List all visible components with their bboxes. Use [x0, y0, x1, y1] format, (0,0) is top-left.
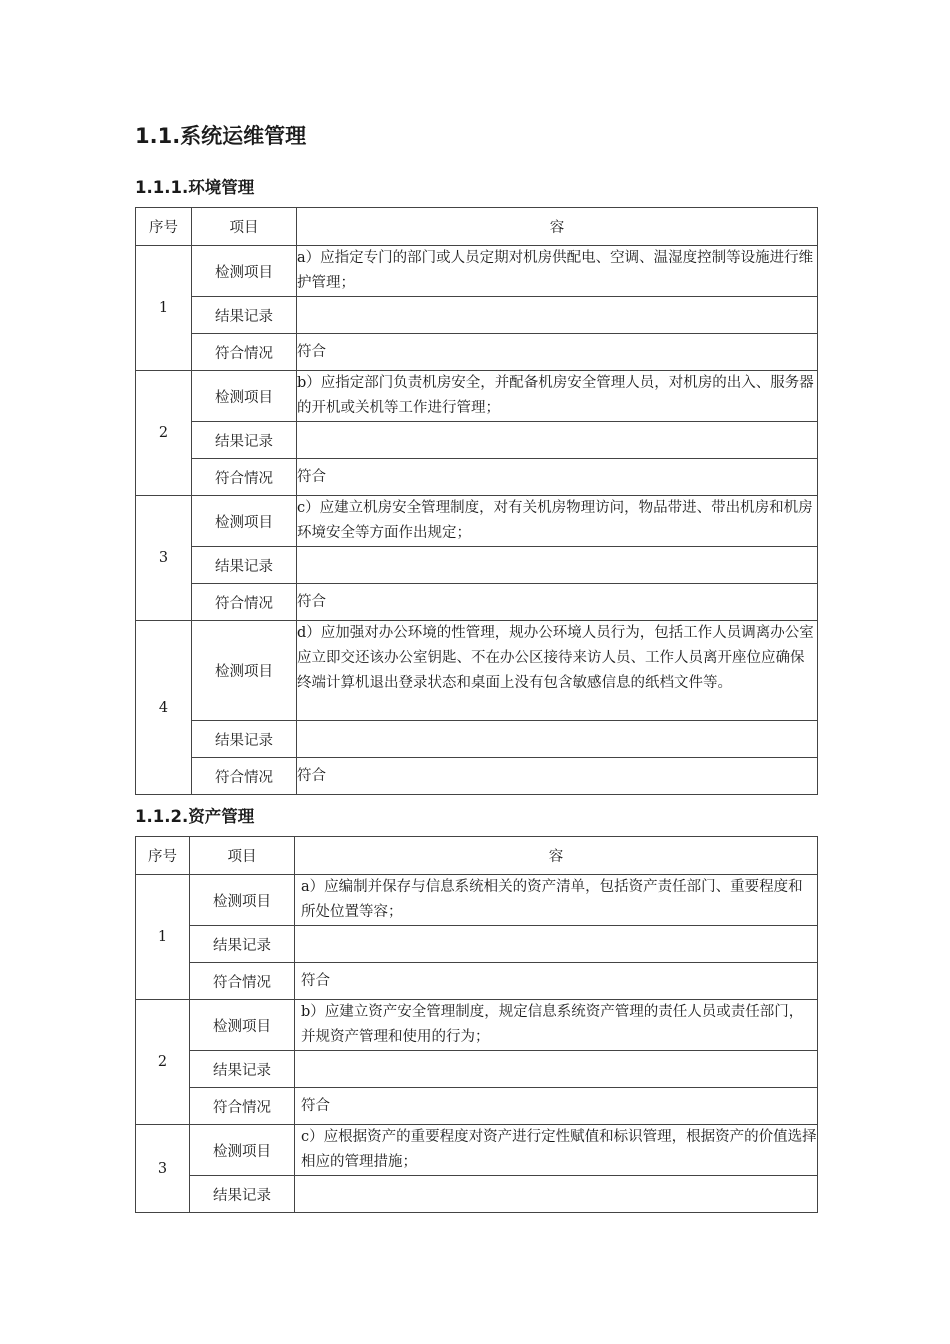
table-row — [136, 459, 818, 496]
check-text: a）应指定专门的部门或人员定期对机房供配电、空调、温湿度控制等设施进行维护管理； — [297, 246, 818, 297]
table-row — [136, 1000, 818, 1051]
result-label: 结果记录 — [192, 297, 297, 334]
table-row — [136, 758, 818, 795]
header-num: 序号 — [136, 208, 192, 246]
check-text: d）应加强对办公环境的性管理，规办公环境人员行为，包括工作人员调离办公室应立即交还该办公室钥匙、不在办公区接待来访人员、工作人员离开座位应确保终端计算机退出登录状态和桌面上没有包含敏感信息的纸档文件等。 — [297, 621, 818, 721]
table-row — [136, 422, 818, 459]
conform-label: 符合情况 — [192, 758, 297, 795]
result-label: 结果记录 — [192, 422, 297, 459]
table-row — [136, 334, 818, 371]
header-item: 项目 — [192, 208, 297, 246]
result-text — [295, 926, 818, 963]
table-row — [136, 621, 818, 721]
check-text: c）应建立机房安全管理制度，对有关机房物理访问，物品带进、带出机房和机房环境安全等方面作出规定； — [297, 496, 818, 547]
header-content: 容 — [295, 837, 818, 875]
conform-label: 符合情况 — [190, 1088, 295, 1125]
result-label: 结果记录 — [190, 1051, 295, 1088]
header-item: 项目 — [190, 837, 295, 875]
result-text — [295, 1176, 818, 1213]
table-row — [136, 246, 818, 297]
result-label: 结果记录 — [192, 547, 297, 584]
table-row — [136, 584, 818, 621]
conform-text: 符合 — [295, 963, 818, 1000]
check-label: 检测项目 — [190, 1125, 295, 1176]
row-number: 3 — [136, 1125, 190, 1213]
conform-text: 符合 — [297, 584, 818, 621]
row-number: 4 — [136, 621, 192, 795]
result-text — [295, 1051, 818, 1088]
result-label: 结果记录 — [190, 926, 295, 963]
result-label: 结果记录 — [190, 1176, 295, 1213]
table-row — [136, 875, 818, 926]
table-row — [136, 496, 818, 547]
conform-text: 符合 — [297, 459, 818, 496]
conform-label: 符合情况 — [192, 584, 297, 621]
check-text: a）应编制并保存与信息系统相关的资产清单，包括资产责任部门、重要程度和所处位置等容； — [295, 875, 818, 926]
table-row — [136, 1051, 818, 1088]
row-number: 3 — [136, 496, 192, 621]
conform-text: 符合 — [297, 758, 818, 795]
result-text — [297, 297, 818, 334]
environment-table — [135, 207, 818, 795]
result-text — [297, 547, 818, 584]
section-title: 1.1.系统运维管理 — [135, 124, 307, 148]
table-row — [136, 721, 818, 758]
table-row — [136, 1176, 818, 1213]
check-label: 检测项目 — [192, 621, 297, 721]
check-text: c）应根据资产的重要程度对资产进行定性赋值和标识管理，根据资产的价值选择相应的管理措施； — [295, 1125, 818, 1176]
header-num: 序号 — [136, 837, 190, 875]
row-number: 1 — [136, 875, 190, 1000]
result-text — [297, 721, 818, 758]
table-row — [136, 371, 818, 422]
conform-text: 符合 — [295, 1088, 818, 1125]
check-label: 检测项目 — [192, 496, 297, 547]
conform-label: 符合情况 — [192, 334, 297, 371]
check-label: 检测项目 — [192, 246, 297, 297]
table-row — [136, 547, 818, 584]
table-row — [136, 963, 818, 1000]
conform-label: 符合情况 — [192, 459, 297, 496]
table-row — [136, 1125, 818, 1176]
conform-label: 符合情况 — [190, 963, 295, 1000]
row-number: 2 — [136, 371, 192, 496]
check-text: b）应建立资产安全管理制度，规定信息系统资产管理的责任人员或责任部门，并规资产管理和使用的行为； — [295, 1000, 818, 1051]
row-number: 1 — [136, 246, 192, 371]
row-number: 2 — [136, 1000, 190, 1125]
subsection-title-environment: 1.1.1.环境管理 — [135, 178, 255, 197]
check-label: 检测项目 — [190, 875, 295, 926]
conform-text: 符合 — [297, 334, 818, 371]
result-label: 结果记录 — [192, 721, 297, 758]
check-label: 检测项目 — [190, 1000, 295, 1051]
table-row — [136, 926, 818, 963]
result-text — [297, 422, 818, 459]
table-header-row — [136, 208, 818, 246]
check-label: 检测项目 — [192, 371, 297, 422]
table-header-row — [136, 837, 818, 875]
asset-table — [135, 836, 818, 1213]
subsection-title-asset: 1.1.2.资产管理 — [135, 807, 255, 826]
table-row — [136, 1088, 818, 1125]
check-text: b）应指定部门负责机房安全，并配备机房安全管理人员，对机房的出入、服务器的开机或关机等工作进行管理； — [297, 371, 818, 422]
table-row — [136, 297, 818, 334]
header-content: 容 — [297, 208, 818, 246]
